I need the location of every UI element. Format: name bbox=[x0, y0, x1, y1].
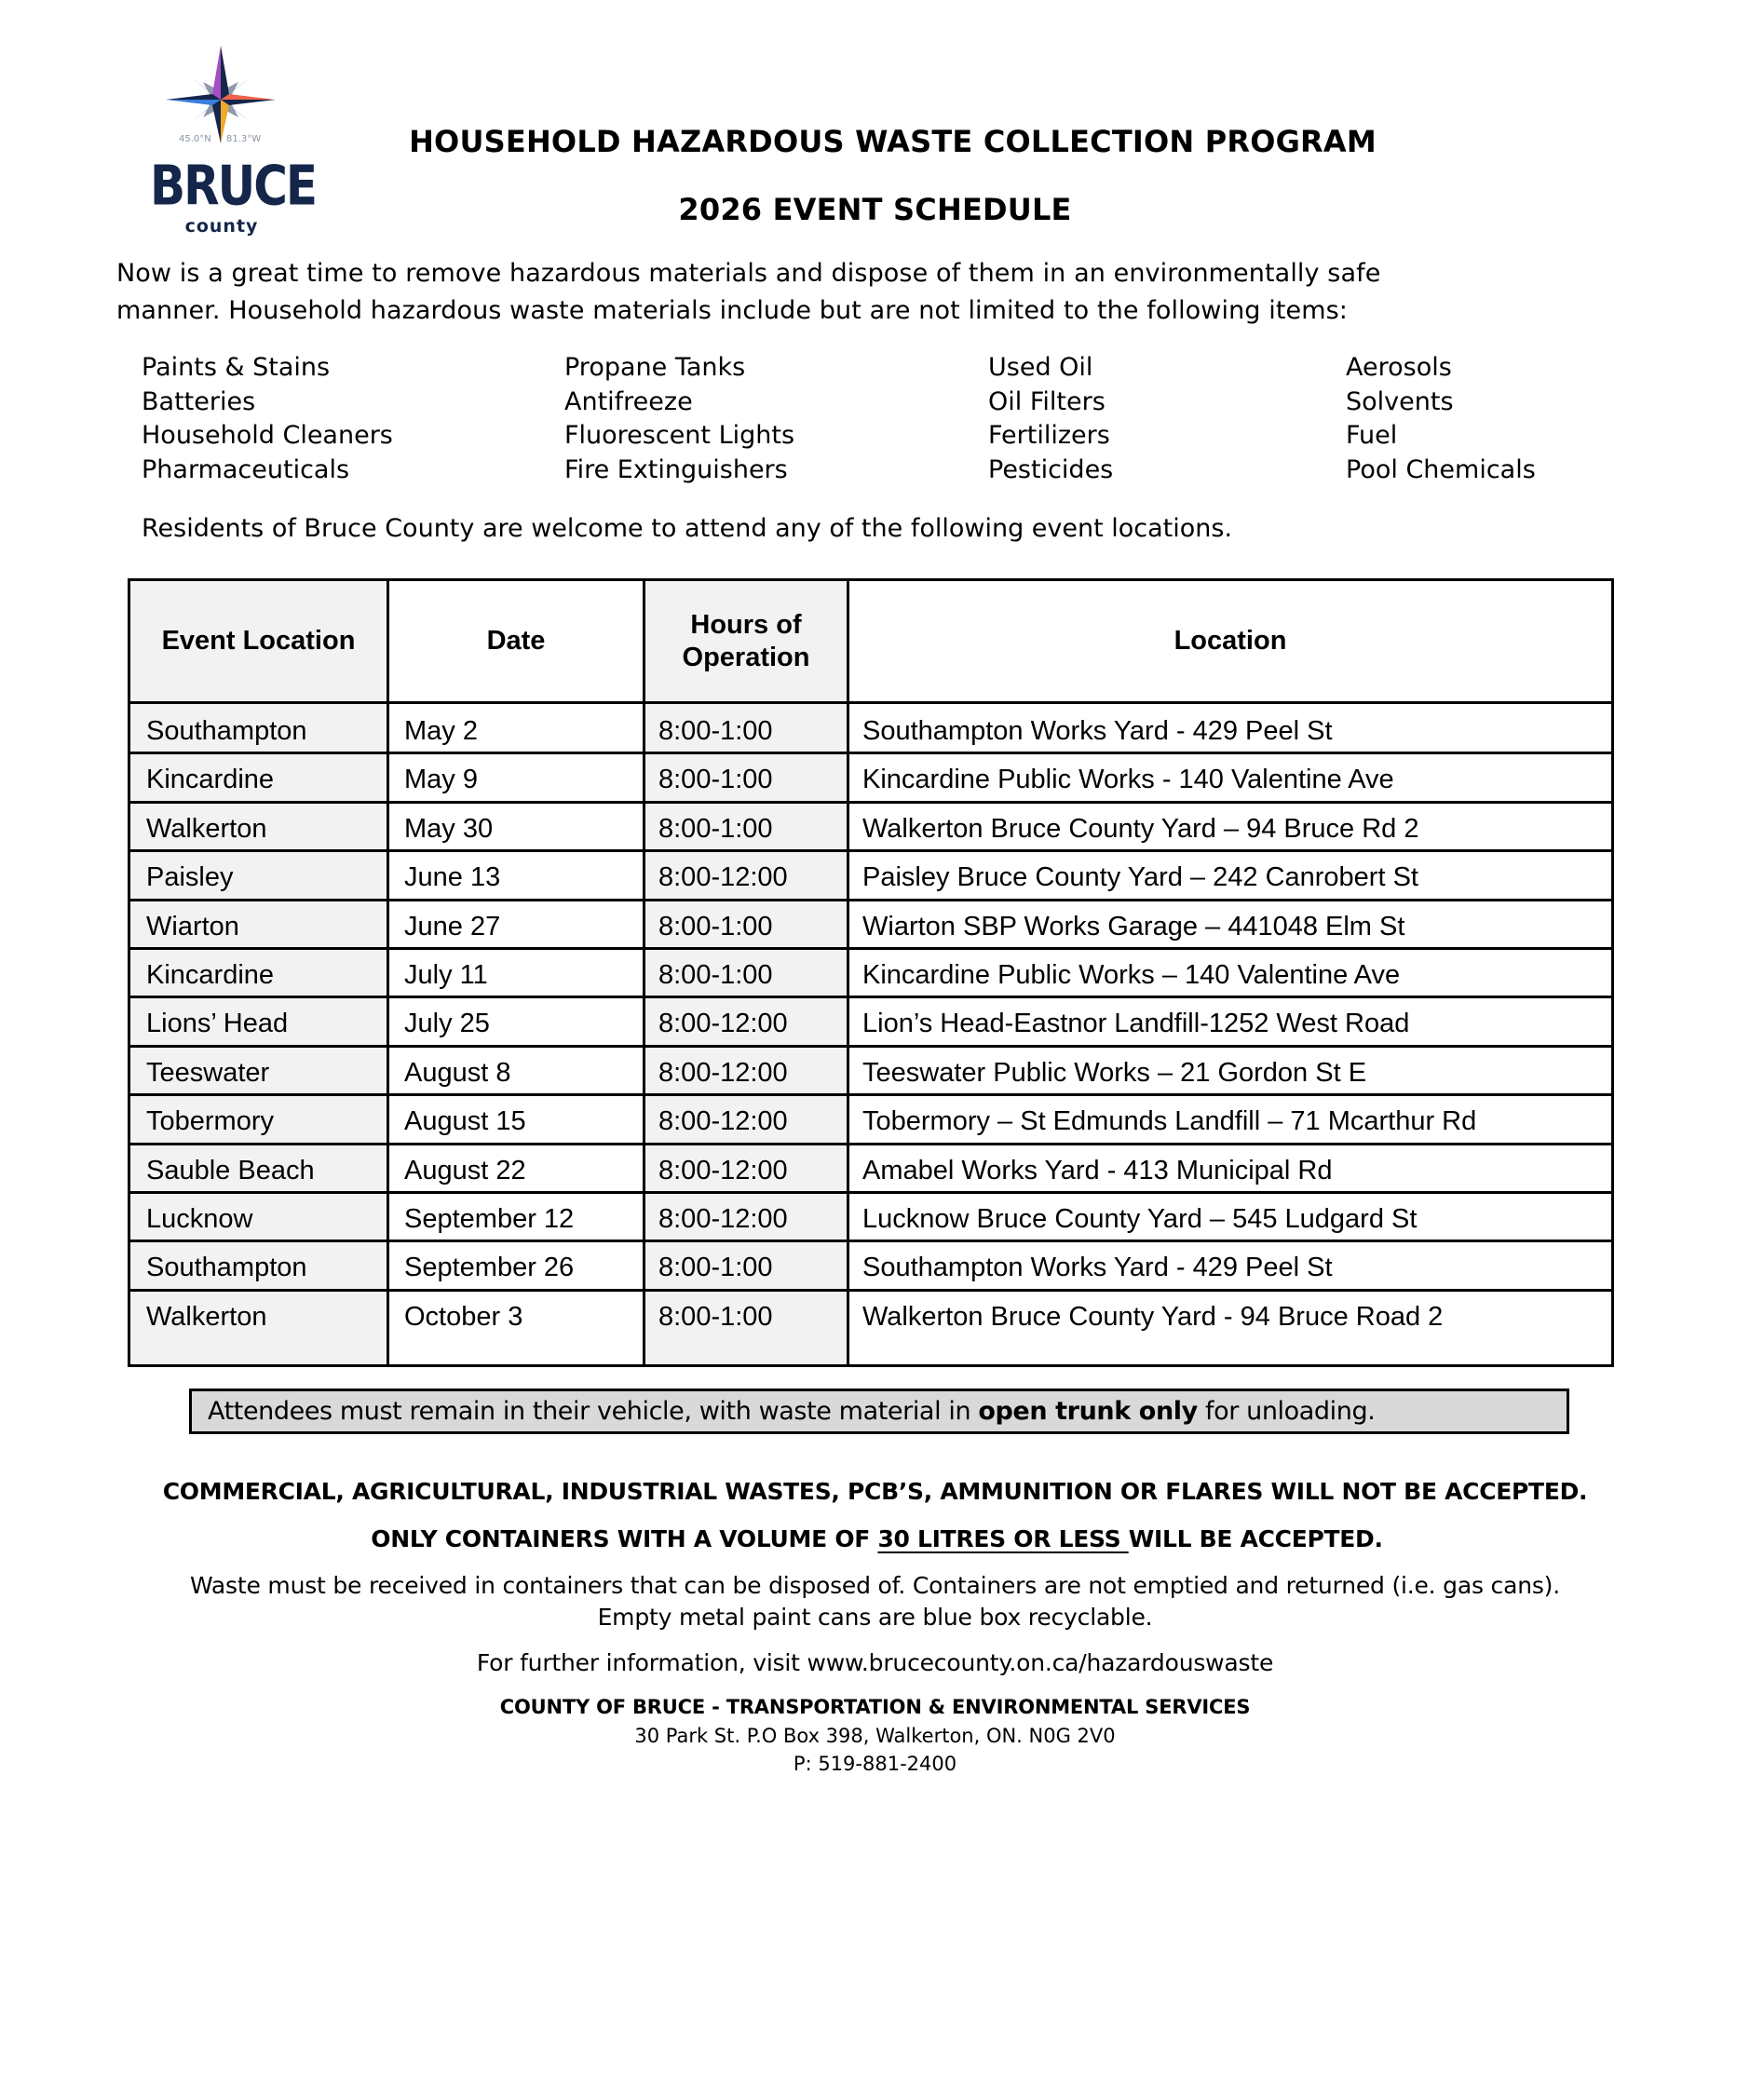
cell-event-location: Lions’ Head bbox=[146, 1009, 289, 1039]
row-divider bbox=[130, 849, 1611, 852]
cell-hours: 8:00-12:00 bbox=[658, 1057, 788, 1088]
cell-date: September 12 bbox=[404, 1204, 575, 1234]
volume-warning-end: WILL BE ACCEPTED. bbox=[1128, 1525, 1383, 1552]
cell-event-location: Kincardine bbox=[146, 960, 275, 990]
cell-location: Southampton Works Yard - 429 Peel St bbox=[862, 1253, 1333, 1283]
cell-location: Wiarton SBP Works Garage – 441048 Elm St bbox=[862, 911, 1405, 942]
cell-date: July 25 bbox=[404, 1009, 490, 1039]
cell-event-location: Walkerton bbox=[146, 1301, 267, 1332]
cell-event-location: Lucknow bbox=[146, 1204, 253, 1234]
cell-date: June 27 bbox=[404, 911, 501, 942]
cell-date: September 26 bbox=[404, 1253, 575, 1283]
cell-hours: 8:00-1:00 bbox=[658, 1301, 773, 1332]
cell-date: May 9 bbox=[404, 765, 478, 795]
logo-brand-text: BRUCE bbox=[150, 154, 317, 218]
not-accepted-warning: COMMERCIAL, AGRICULTURAL, INDUSTRIAL WASTES, PCB’S, AMMUNITION OR FLARES WILL NOT BE ACCEPTED. bbox=[162, 1478, 1588, 1505]
row-divider bbox=[130, 1093, 1611, 1096]
column-divider bbox=[847, 581, 849, 1364]
cell-event-location: Sauble Beach bbox=[146, 1155, 315, 1185]
row-divider bbox=[130, 801, 1611, 804]
cell-location: Paisley Bruce County Yard – 242 Canrobert St bbox=[862, 862, 1418, 893]
volume-warning-text: ONLY CONTAINERS WITH A VOLUME OF bbox=[371, 1525, 878, 1552]
trunk-notice-box bbox=[189, 1389, 1569, 1434]
further-info-link[interactable]: For further information, visit www.brucecounty.on.ca/hazardouswaste bbox=[476, 1649, 1274, 1676]
list-item: Used Oil bbox=[988, 353, 1093, 382]
row-divider bbox=[130, 1240, 1611, 1242]
cell-location: Walkerton Bruce County Yard - 94 Bruce Road 2 bbox=[862, 1301, 1444, 1332]
list-item: Pool Chemicals bbox=[1346, 455, 1536, 484]
row-divider bbox=[130, 1289, 1611, 1292]
cell-hours: 8:00-12:00 bbox=[658, 1155, 788, 1185]
row-divider bbox=[130, 996, 1611, 998]
footer-phone: P: 519-881-2400 bbox=[793, 1753, 957, 1775]
header-hours-line-1: Hours of bbox=[690, 609, 802, 640]
logo-county-text: county bbox=[184, 216, 259, 237]
cell-event-location: Southampton bbox=[146, 1253, 307, 1283]
cell-event-location: Kincardine bbox=[146, 765, 275, 795]
cell-location: Amabel Works Yard - 413 Municipal Rd bbox=[862, 1155, 1333, 1185]
event-schedule-table bbox=[128, 578, 1614, 1367]
header-divider bbox=[130, 701, 1611, 704]
cell-hours: 8:00-12:00 bbox=[658, 862, 788, 893]
logo-longitude: 81.3°W bbox=[226, 134, 262, 144]
notice-emphasis: open trunk only bbox=[978, 1397, 1198, 1426]
container-volume-warning bbox=[0, 1524, 1750, 1555]
cell-hours: 8:00-1:00 bbox=[658, 1253, 773, 1283]
list-item: Oil Filters bbox=[988, 387, 1106, 416]
cell-hours: 8:00-1:00 bbox=[658, 911, 773, 942]
footer-address: 30 Park St. P.O Box 398, Walkerton, ON. N0G 2V0 bbox=[634, 1725, 1116, 1747]
cell-date: August 15 bbox=[404, 1106, 526, 1137]
list-item: Solvents bbox=[1346, 387, 1454, 416]
cell-hours: 8:00-12:00 bbox=[658, 1106, 788, 1137]
container-info-line-1: Waste must be received in containers that can be disposed of. Containers are not emptied and returned (i.e. gas cans). bbox=[190, 1572, 1560, 1599]
column-divider bbox=[387, 581, 389, 1364]
list-item: Batteries bbox=[142, 387, 256, 416]
row-divider bbox=[130, 1191, 1611, 1194]
cell-location: Lion’s Head-Eastnor Landfill-1252 West Road bbox=[862, 1009, 1410, 1039]
list-item: Propane Tanks bbox=[564, 353, 746, 382]
list-item: Fire Extinguishers bbox=[564, 455, 788, 484]
cell-date: October 3 bbox=[404, 1301, 523, 1332]
container-info-line-2: Empty metal paint cans are blue box recyclable. bbox=[597, 1604, 1153, 1631]
row-divider bbox=[130, 947, 1611, 950]
cell-location: Southampton Works Yard - 429 Peel St bbox=[862, 716, 1333, 746]
cell-date: July 11 bbox=[404, 960, 488, 990]
page-subtitle: 2026 EVENT SCHEDULE bbox=[678, 192, 1072, 227]
residents-note: Residents of Bruce County are welcome to attend any of the following event locations. bbox=[142, 514, 1233, 543]
cell-date: August 22 bbox=[404, 1155, 526, 1185]
header-hours-line-2: Operation bbox=[682, 642, 810, 672]
cell-date: June 13 bbox=[404, 862, 501, 893]
list-item: Pharmaceuticals bbox=[142, 455, 350, 484]
cell-date: May 2 bbox=[404, 716, 478, 746]
logo-latitude: 45.0°N bbox=[179, 134, 211, 144]
footer-department: COUNTY OF BRUCE - TRANSPORTATION & ENVIRONMENTAL SERVICES bbox=[499, 1696, 1251, 1718]
row-divider bbox=[130, 1045, 1611, 1048]
cell-event-location: Walkerton bbox=[146, 813, 267, 844]
header-hours bbox=[645, 581, 847, 701]
cell-location: Kincardine Public Works – 140 Valentine Ave bbox=[862, 960, 1401, 990]
intro-line-1: Now is a great time to remove hazardous materials and dispose of them in an environmentally safe bbox=[116, 259, 1381, 288]
cell-location: Walkerton Bruce County Yard – 94 Bruce Rd 2 bbox=[862, 813, 1419, 844]
row-divider bbox=[130, 899, 1611, 901]
header-event-location: Event Location bbox=[161, 626, 356, 656]
cell-hours: 8:00-12:00 bbox=[658, 1009, 788, 1039]
cell-location: Tobermory – St Edmunds Landfill – 71 Mcarthur Rd bbox=[862, 1106, 1477, 1137]
volume-limit: 30 LITRES OR LESS bbox=[877, 1525, 1129, 1552]
list-item: Aerosols bbox=[1346, 353, 1452, 382]
cell-event-location: Southampton bbox=[146, 716, 307, 746]
cell-date: May 30 bbox=[404, 813, 494, 844]
cell-event-location: Paisley bbox=[146, 862, 234, 893]
cell-hours: 8:00-1:00 bbox=[658, 765, 773, 795]
page-title: HOUSEHOLD HAZARDOUS WASTE COLLECTION PROGRAM bbox=[409, 124, 1377, 159]
notice-text-end: for unloading. bbox=[1197, 1397, 1376, 1426]
list-item: Fluorescent Lights bbox=[564, 421, 795, 450]
cell-hours: 8:00-12:00 bbox=[658, 1204, 788, 1234]
cell-hours: 8:00-1:00 bbox=[658, 716, 773, 746]
list-item: Fertilizers bbox=[988, 421, 1110, 450]
cell-location: Teeswater Public Works – 21 Gordon St E bbox=[862, 1057, 1367, 1088]
list-item: Antifreeze bbox=[564, 387, 693, 416]
header-location: Location bbox=[1173, 626, 1287, 656]
row-divider bbox=[130, 1143, 1611, 1145]
list-item: Pesticides bbox=[988, 455, 1114, 484]
row-divider bbox=[130, 752, 1611, 754]
list-item: Fuel bbox=[1346, 421, 1398, 450]
cell-hours: 8:00-1:00 bbox=[658, 960, 773, 990]
list-item: Paints & Stains bbox=[142, 353, 331, 382]
list-item: Household Cleaners bbox=[142, 421, 393, 450]
header-date: Date bbox=[486, 626, 546, 656]
cell-hours: 8:00-1:00 bbox=[658, 813, 773, 844]
notice-text: Attendees must remain in their vehicle, with waste material in bbox=[208, 1397, 979, 1426]
cell-event-location: Wiarton bbox=[146, 911, 239, 942]
cell-event-location: Teeswater bbox=[146, 1057, 270, 1088]
column-divider bbox=[643, 581, 645, 1364]
cell-location: Lucknow Bruce County Yard – 545 Ludgard St bbox=[862, 1204, 1418, 1234]
cell-date: August 8 bbox=[404, 1057, 511, 1088]
intro-line-2: manner. Household hazardous waste materials include but are not limited to the following items: bbox=[116, 296, 1348, 325]
cell-event-location: Tobermory bbox=[146, 1106, 274, 1137]
cell-location: Kincardine Public Works - 140 Valentine Ave bbox=[862, 765, 1394, 795]
